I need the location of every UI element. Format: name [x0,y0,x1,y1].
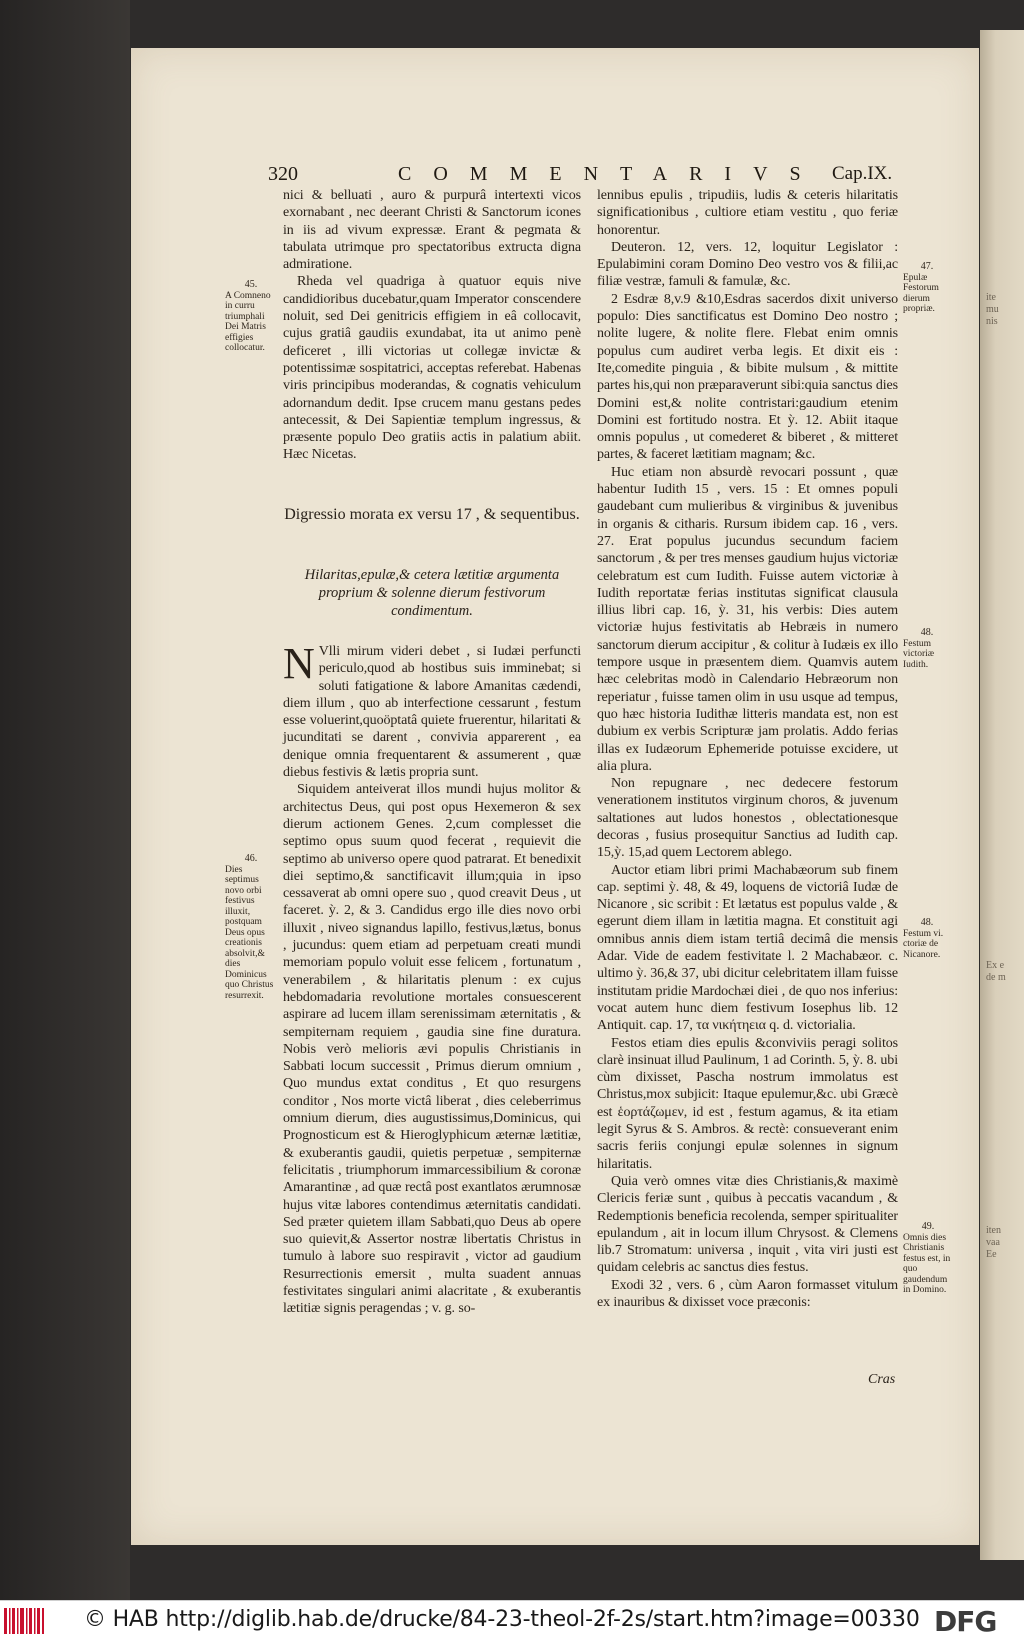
marginal-note [225,854,277,1001]
section-subtitle: Hilaritas,epulæ,& cetera lætitiæ argumenta proprium & solenne dierum festivorum condimentum. [304,567,560,619]
paragraph: Auctor etiam libri primi Machabæorum sub finem cap. septimi ỳ. 48, & 49, loquens de victoriâ Iudæ de Nicanore , sic scribit : Et lætatus est populus valde , & egerunt diem illam in lætitia magna. Et constituit agi omnibus annis diem istam tertiâ decimâ die mensis Adar. Vide de eadem festivitate l. 2 Machabæor. c. ultimo ỳ. 36,& 37, ubi dicitur celebritatem illam fuisse institutam pridie Mardochæi diei , de quo nos inferius: vocat autem hunc diem festivum Iosephus lib. 12 Antiquit. cap. 17, τα νικήτηεια q. d. victorialia. [597,862,898,1034]
left-column-top [283,187,581,464]
scan-background [0,0,130,1600]
paragraph: lennibus epulis , tripudiis, ludis & ceteris hilaritatis significationibus , cultiore etiam vestitu , quo feriæ honorentur. [597,188,898,238]
marginal-note-number: 48. [920,627,934,638]
marginal-note-number: 47. [920,261,934,272]
marginal-note-text: A Comneno in curru triumphali Dei Matris effigies collocatur. [225,290,271,353]
marginal-note [903,1222,953,1296]
chapter-label: Cap.IX. [832,163,893,184]
marginal-note [225,280,277,354]
paragraph: Festos etiam dies epulis &conviviis peragi solitos clarè insinuat illud Paulinum, 1 ad Corinth. 5, ỳ. 8. ubi cùm dixisset, Pascha nostrum immolatus est Christus,mox subjicit: Itaque epulemur,&c. ubi Græcè est ἑορτάζωμεν, id est , festum agamus, & ita etiam legit Syrus & S. Ambros. & rectè: consueverant enim sacris feriis conjungi epulæ solennes in signum hilaritatis. [597,1035,898,1172]
paragraph [283,639,581,781]
paragraph: Rheda vel quadriga à quatuor equis nive candidioribus ducebatur,quam Imperator conscendere noluit, sed Dei genitricis effigiem in eâ collocavit, cujus gratiâ gaudiis exundabat, ita ut animo penè deficeret , illi victorias ut collegæ invictæ & potentissimæ sospitatrici, acceptas referebat. Habenas viris principibus moderandas, & cognatis vehiculum adornandum dedit. Ipse crucem manu gestans pedes antecessit, & Dei Sapientiæ templum ingressus, & præsente populo Deo gratiis actis in palatium abiit. Hæc Nicetas. [283,274,581,463]
paragraph: Exodi 32 , vers. 6 , cùm Aaron formasset vitulum ex inauribus & dixisset voce præconis: [597,1277,898,1310]
marginal-note [903,918,951,960]
page-number: 320 [268,163,298,185]
marginal-note-number: 45. [244,279,258,290]
barcode-icon [4,1608,46,1634]
paragraph: Quia verò omnes vitæ dies Christianis,& maximè Clericis feriæ sunt , quibus à peccatis vacandum , & Redemptionis beneficia recolenda, semper spiritualiter epulandum , ait in locum illum Chrysost. & Clemens lib.7 Stromatum: universa , inquit , vita viri justi est quidam celebris ac sanctus dies festus. [597,1173,898,1276]
marginal-note [903,628,951,670]
adjacent-page-edge: ite mu nis Ex e de m iten vaa Ee [980,30,1024,1560]
marginal-note-text: Epulæ Festorum dierum propriæ. [903,272,939,314]
paragraph: Huc etiam non absurdè revocari possunt , quæ habentur Iudith 15 , vers. 15 : Et omnes populi gaudebant cum mulieribus & virginibus & juvenibus in organis & citharis. Rursum ibidem cap. 16 , vers. 27. Erat populus jucundus secundum faciem sanctorum , & per tres menses gaudium hujus victoriæ celebratum est cum Iudith. Fuisse autem victoriæ à Iudith reportatæ ferias institutas significat clausula illius libri cap. 16, ỳ. 31, his verbis: Dies autem victoriæ hujus festivitatis ab Hebræis in numero sanctorum dierum accipitur , & colitur à Iudæis ex illo tempore usque in præsentem diem. Quamvis autem hæc celebritas modò in Calendario Hebræorum non reperiatur , fuisse tamen olim in usu usque ad tempus, quo hæc historia Iudithæ litteris mandata est, non est dubium ex verbis Scripturæ jam prolatis. Addo ferias illas ex Iudæorum Ephemeride potuisse excidere, ut alia plura. [597,464,898,774]
footer-bar [0,1600,1024,1641]
left-column-bottom [283,639,581,1318]
paragraph: Deuteron. 12, vers. 12, loquitur Legislator : Epulabimini coram Domino Deo vestro vos & filii,ac filiæ vestræ, famuli & famulæ, &c. [597,239,898,290]
paragraph: Non repugnare , nec dedecere festorum venerationem institutos virginum choros, & juvenum saltationes aut ludos honestos , oblectationesque decoras , fusius prosequitur Sanctius ad Iudith cap. 15,ỳ. 15,ad quem Lectorem ablego. [597,776,898,861]
dfg-logo: DFG [934,1605,997,1638]
right-column [597,187,898,1311]
paragraph: Siquidem anteiverat illos mundi hujus molitor & architectus Deus, qui post opus Hexemeron & sex dierum actionem Genes. 2,cum complesset die septimo opus suum quod fecerat , requievit die septimo ab universo opere quod patrarat. Et benedixit diei septimo,& sanctificavit illum;quia in ipso cessaverat ab omni opere suo , quod creavit Deus , ut faceret. ỳ. 2, & 3. Candidus ergo ille dies novo orbi illuxit , niveo signandus lapillo, festivus,lætus, bonus , jucundus: quem etiam ad perpetuam creati mundi memoriam populo voluit esse felicem , fortunatum , venerabilem , & hilaritatis plenum : ex cujus hebdomadaria revolutione mortales consuescerent aspirare ad lucem illam serenissimam æternitatis , & sempiternam requiem , gaudia sine fine duratura. Nobis verò melioris ævi populis Christianis in Sabbati locum successit , Primus dierum omnium , Quo mundus extat conditus , Et quo resurgens conditor , Nos morte victâ liberat , dies celeberrimus omnium dierum, dies augustissimus,Dominicus, qui Prognosticum est & Hieroglyphicum æternæ lætitiæ, & exuberantis gaudii, quietis perpetuæ , sempiternæ felicitatis , triumphorum immarcessibilium & coronæ Amarantinæ , ad quæ rectâ post exantlatos ærumnosæ hujus vitæ labores contendimus æternitatis candidati. Sed præter quietem illam Sabbati,quo Deus ab opere suo quievit,& Assertor nostræ libertatis Christus in tumulo à labore suo respiravit , victor ad gaudium Resurrectionis emersit , multa suadent annuas festivitates singulari animi alacritate , & exuberantis lætitiæ signis peragendas ; v. g. so- [283,782,581,1317]
paragraph: 2 Esdræ 8,v.9 &10,Esdras sacerdos dixit universo populo: Dies sanctificatus est Domino Deo nostro ; nolite lugere, & nolite flere. Flebat enim omnis populus cum audiret verba legis. Et dixit eis : Ite,comedite pinguia , & bibite mulsum , & mittite partes his,qui non præparaverunt sibi:quia sanctus dies Domini est,& nolite contristari:gaudium etenim Domini est fortitudo nostra. Et ỳ. 12. Abiit itaque omnis populus , ut comederet & biberet , & mitteret partes, & faceret lætitiam magnam; &c. [597,291,898,463]
marginal-note-text: Festum vi. ctoriæ de Nicanore. [903,928,944,960]
section-heading: Digressio morata ex versu 17 , & sequentibus. [284,506,580,523]
marginal-note-text: Festum victoriæ Iudith. [903,638,935,670]
running-title: COMMENTARIVS [398,163,823,185]
marginal-note-number: 48. [920,917,934,928]
copyright-url[interactable]: © HAB http://diglib.hab.de/drucke/84-23-theol-2f-2s/start.htm?image=00330 [84,1607,920,1632]
marginal-note-number: 49. [921,1221,935,1232]
marginal-note-text: Dies septimus novo orbi festivus illuxit, postquam Deus opus creationis absolvit,& dies Dominicus quo Christus resurrexit. [225,864,274,1001]
drop-cap: N [283,639,315,688]
catchword: Cras [868,1372,896,1387]
marginal-note-text: Omnis dies Christianis festus est, in quo gaudendum in Domino. [903,1232,951,1295]
paragraph-text: Vlli mirum videri debet , si Iudæi perfuncti periculo,quod ab hostibus suis imminebat; si soluti fatigatione & labore Amanitas cædendi, diem illum , quo ab interfectione cessarunt , festum esse voluerint,quoöptatâ quiete fruerentur, hilaritati & jucunditati se darent , convivia apparerent , ea denique omnia frequentarent & assumerent , quæ diebus festivis & lætis propria sunt. [283,644,581,781]
marginal-note [903,262,951,315]
paragraph: nici & belluati , auro & purpurâ intertexti vicos exornabant , nec deerant Christi & Sanctorum icones in iis ad vivum expressæ. Erant & pegmata & tabulata utrimque pro spectatoribus extructa digna admiratione. [283,188,581,273]
marginal-note-number: 46. [244,853,258,864]
